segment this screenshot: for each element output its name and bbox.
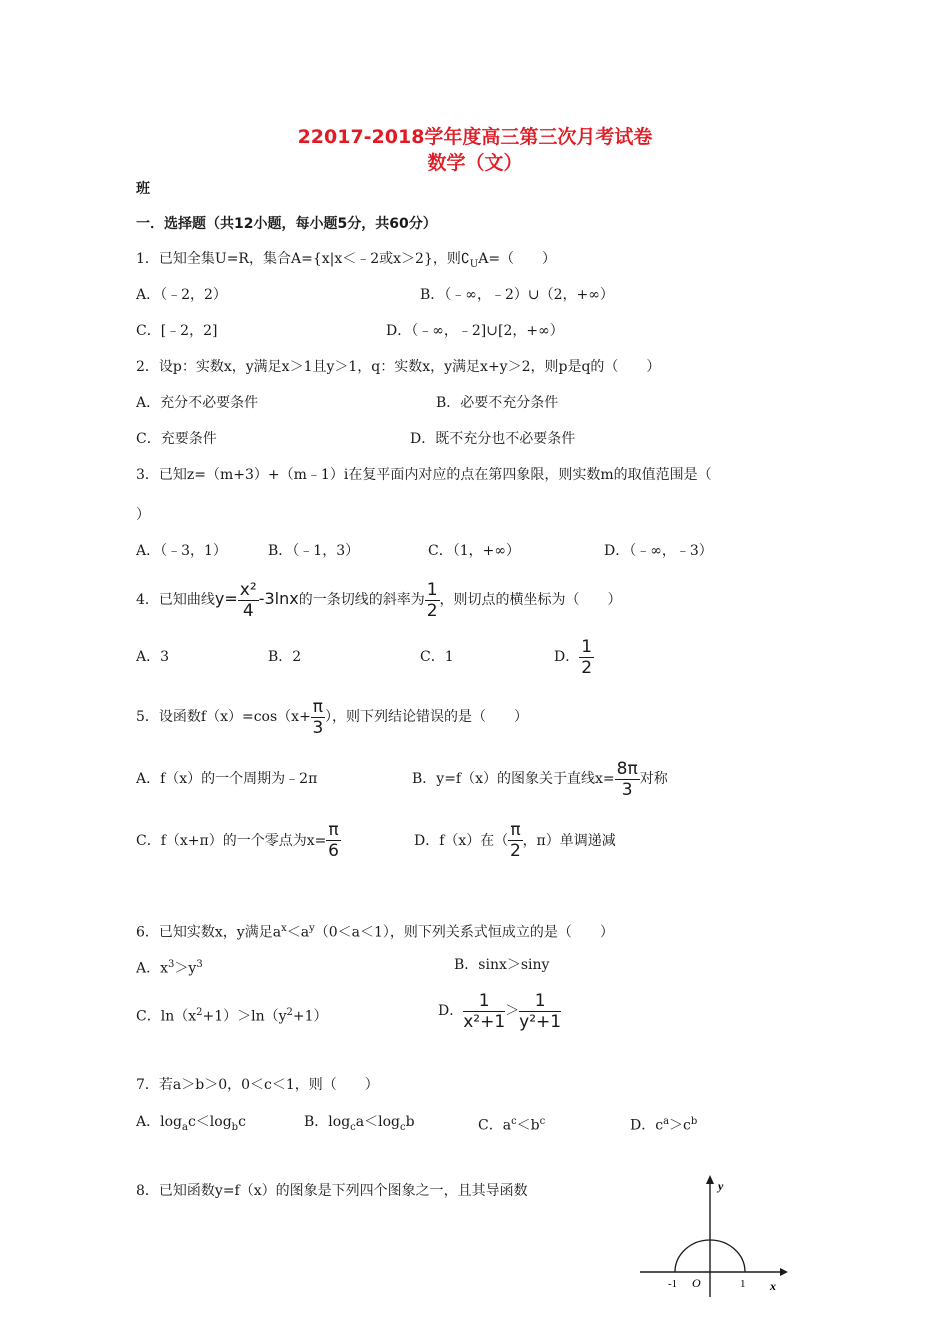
q6-option-a: A．$x^3>y^3$ [136, 959, 203, 977]
q7-stem: 7．若a＞b＞0，0＜c＜1，则（ ） [136, 1077, 379, 1093]
x-axis-label: x [770, 1279, 776, 1293]
q4-stem: 4．已知曲线y= $\frac{\text{x²}}{4}$ -3lnx的一条切线的斜率为 $\frac{1}{2}$ ，则切点的横坐标为（ ） [136, 579, 622, 621]
q1-stem: 1．已知全集U=R，集合A={x|x＜﹣2或x＞2}，则$∁_UA=$（ ） [136, 251, 557, 270]
q2-option-c: C．充要条件 [136, 431, 217, 447]
q6-option-b: B．sinx＞siny [454, 957, 550, 973]
q8-derivative-graph [640, 1172, 790, 1297]
tick-label-neg1: -1 [668, 1278, 678, 1290]
q7-option-b: B．$\log_ca<\log_cb$ [304, 1114, 415, 1133]
x-axis-arrow [780, 1268, 788, 1276]
q1-option-b: B．（﹣∞，﹣2）∪（2，+∞） [420, 287, 614, 303]
q5-option-c: C．f（x+π）的一个零点为x= $\frac{\pi}{6}$ [136, 820, 339, 861]
q4-formula-fraction: $\frac{\text{x²}}{4}$ [239, 579, 257, 621]
q1-option-a: A．（﹣2，2） [136, 287, 227, 303]
q6-option-d: D． $\frac{1}{\text{x²+1}}$ ＞ $\frac{1}{\text{y²+1}}$ [438, 990, 562, 1032]
q5-option-d: D．f（x）在（ $\frac{\pi}{2}$ ，π）单调递减 [414, 820, 616, 861]
q2-option-a: A．充分不必要条件 [136, 395, 259, 411]
section-heading: 一．选择题（共12小题，每小题5分，共60分） [136, 216, 437, 232]
q3-option-b: B．（﹣1，3） [268, 543, 360, 559]
q7-option-a: A．$\log_ac<\log_bc$ [136, 1114, 246, 1133]
q4-slope-fraction: $\frac{1}{2}$ [426, 579, 438, 621]
class-label: 班 [136, 181, 150, 197]
y-axis-label: y [718, 1179, 724, 1193]
q3-option-d: D．（﹣∞，﹣3） [604, 543, 713, 559]
q2-option-d: D．既不充分也不必要条件 [410, 431, 576, 447]
q7-option-d: D．$c^a>c^b$ [630, 1116, 698, 1134]
q2-option-b: B．必要不充分条件 [436, 395, 559, 411]
origin-label: O [692, 1276, 701, 1290]
q4-option-a: A．3 [136, 649, 170, 665]
tick-label-1: 1 [740, 1278, 746, 1290]
q1-option-d: D．（﹣∞，﹣2]∪[2，+∞） [386, 323, 564, 339]
q5-option-b: B．y=f（x）的图象关于直线x= $\frac{8\pi}{3}$ 对称 [412, 758, 668, 800]
q4-option-d: D． $\frac{1}{2}$ [554, 636, 593, 678]
q3-stem-cont: ） [136, 507, 150, 523]
exam-title: 22017-2018学年度高三第三次月考试卷 [297, 126, 653, 148]
q2-stem: 2．设p：实数x，y满足x＞1且y＞1，q：实数x，y满足x+y＞2，则p是q的（ ） [136, 359, 661, 375]
q6-stem: 6．已知实数x，y满足$a^x<a^y(0<a<1)$，则下列关系式恒成立的是（ ） [136, 923, 614, 941]
q4-option-c: C．1 [420, 649, 454, 665]
exam-subtitle: 数学（文） [427, 152, 523, 174]
q5-stem: 5．设函数f（x）=cos（x+ $\frac{\pi}{3}$ ），则下列结论错误的是（ ） [136, 696, 529, 738]
y-axis-arrow [706, 1175, 714, 1184]
q3-option-a: A．（﹣3，1） [136, 543, 227, 559]
q7-option-c: C．$a^c<b^c$ [478, 1116, 546, 1134]
q6-option-c: C．$\ln(x^2+1)>\ln(y^2+1)$ [136, 1007, 328, 1025]
q3-option-c: C．（1，+∞） [428, 543, 521, 559]
q3-stem: 3．已知z=（m+3）+（m﹣1）i在复平面内对应的点在第四象限，则实数m的取值范围是（ [136, 467, 712, 483]
q4-option-b: B．2 [268, 649, 302, 665]
q8-stem: 8．已知函数y=f（x）的图象是下列四个图象之一，且其导函数 [136, 1183, 528, 1199]
q1-option-c: C．[﹣2，2] [136, 323, 218, 339]
q5-option-a: A．f（x）的一个周期为﹣2π [136, 771, 318, 787]
